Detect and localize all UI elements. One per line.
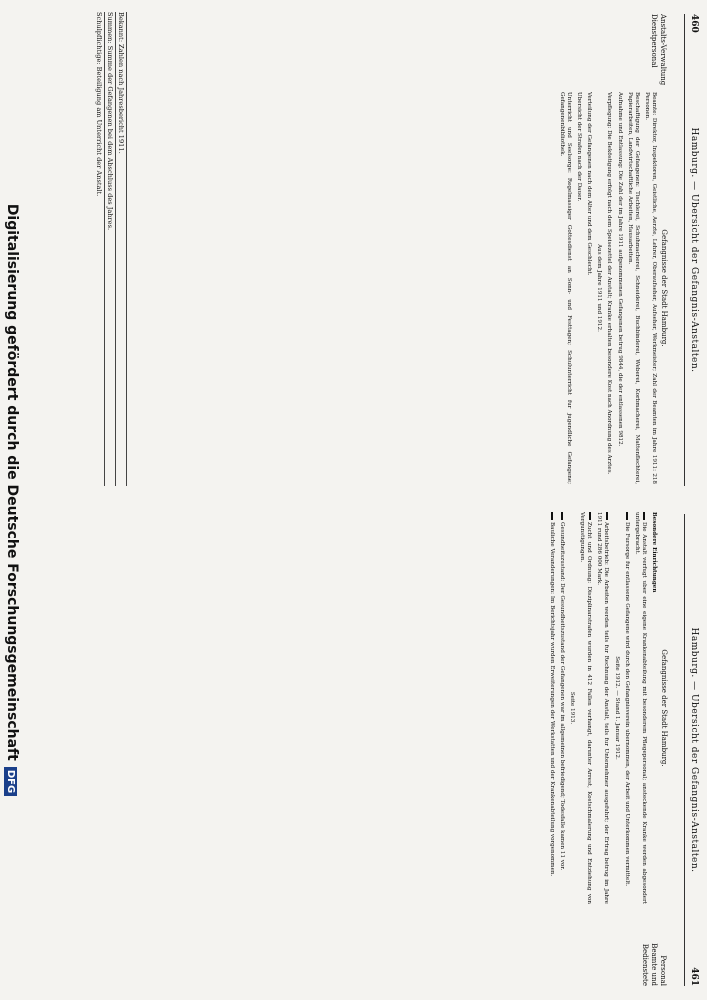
right-paragraph-text: Bauliche Veranderungen: Im Berichtsjahr wurden Erweiterungen der Werkstatten und der Krankenabteilung vorgenommen. xyxy=(548,522,555,877)
left-paragraph: Ubersicht der Strafen nach der Dauer. xyxy=(576,92,583,202)
left-paragraph: Beamte: Direktor, Inspektoren, Geistliche, Aerzte, Lehrer, Oberaufseher, Aufseher, Werkmeister; Zahl der Beamten im Jahre 1911: 218 Personen. xyxy=(643,92,657,484)
left-footnotes xyxy=(94,12,127,486)
right-side-labels xyxy=(640,914,667,986)
right-paragraph xyxy=(595,512,609,904)
left-side-label: Dienstpersonal xyxy=(650,14,658,68)
left-paragraph: Aufnahme und Entlassung: Die Zahl der im Jahre 1911 aufgenommenen Gefangenen betrug 9844, die der entlassenen 9812. xyxy=(616,92,623,447)
right-side-label: Beamte und Bedienstete xyxy=(641,943,658,986)
left-header xyxy=(673,0,699,500)
dfg-logo-badge: DFG xyxy=(4,767,17,796)
left-body xyxy=(555,92,667,484)
right-paragraph xyxy=(548,512,555,904)
right-section-title: Besondere Einrichtungen xyxy=(650,512,657,593)
left-side-labels xyxy=(649,14,667,86)
right-paragraph-text: Zucht und Ordnung: Disziplinarstrafen wurden in 412 Fallen verhangt, darunter Arrest, Kostschmalerung und Entziehung von Vergunstigungen. xyxy=(579,512,593,904)
right-page xyxy=(0,500,707,1000)
left-paragraph: Unterricht und Seelsorge: Regelmassiger Gottesdienst an Sonn- und Festtagen; Schulunterricht fur jugendliche Gefangene; Gefangenenbibliothek. xyxy=(558,92,573,484)
right-heading: Gefangnisse der Stadt Hamburg. xyxy=(660,649,668,767)
right-paragraph-text: Die Fursorge fur entlassene Gefangene wird durch den Gefangnisverein ubernommen, der Arbeit und Unterkommen vermittelt. xyxy=(623,522,630,887)
right-paragraph-text: Die Anstalt verfugt uber eine eigene Krankenabteilung mit besonderem Pflegepersonal; ansteckende Kranke werden abgesondert untergebracht. xyxy=(633,512,647,904)
footnote-row: Summen: Summe der Gefangenen bei dem Abschluss des Jahres. xyxy=(105,12,116,486)
right-paragraph: Seite 1913. xyxy=(569,691,576,725)
credit-text: Digitalisierung gefördert durch die Deutsche Forschungsgemeinschaft xyxy=(4,203,20,761)
right-paragraph xyxy=(558,512,565,904)
right-page-number: 461 xyxy=(689,967,699,986)
footnote-row: Schulpflichtige: Beteiligung am Unterricht der Anstalt. xyxy=(94,12,105,486)
left-paragraph: Aus dem Jahre 1911 und 1912. xyxy=(596,244,603,332)
right-paragraph xyxy=(633,512,647,904)
right-paragraph-text: Gesundheitszustand: Der Gesundheitszustand der Gefangenen war im allgemeinen befriedigend; Todesfalle kamen 11 vor. xyxy=(558,522,565,871)
footnote-row: Bekannt: Zahlen nach Jahresbericht 1911. xyxy=(116,12,127,486)
digitization-credit xyxy=(4,0,20,1000)
right-paragraph xyxy=(623,512,630,904)
left-running-title: Hamburg. — Ubersicht der Gefangnis-Anstalten. xyxy=(689,127,699,373)
right-paragraph-text: Arbeitsbetrieb: Die Arbeiten werden teils fur Rechnung der Anstalt, teils fur Unternehmer ausgefuhrt; der Ertrag betrug im Jahre 1911 rund 286 000 Mark. xyxy=(596,512,610,904)
right-paragraph: Seite 1912. — Stand 1. Januar 1912. xyxy=(613,656,620,760)
left-paragraph: Verteilung der Gefangenen nach dem Alter und dem Geschlecht. xyxy=(586,92,593,276)
left-side-label: Anstalts-Verwaltung xyxy=(659,14,667,86)
right-paragraph xyxy=(578,512,592,904)
right-header xyxy=(673,500,699,1000)
right-header-rule xyxy=(684,514,685,986)
right-running-title: Hamburg. — Ubersicht der Gefangnis-Anstalten. xyxy=(689,627,699,873)
left-paragraph: Beschaftigung der Gefangenen: Tischlerei, Schuhmacherei, Schneiderei, Buchbinderei, Weberei, Korbmacherei, Mattenflechterei, Papierarbeiten, Landwirtschaftliche Arbeiten, Hausarbeiten. xyxy=(626,92,640,484)
right-side-label: Personal xyxy=(659,955,667,986)
left-header-rule xyxy=(684,14,685,486)
left-heading: Gefangnisse der Stadt Hamburg. xyxy=(660,229,668,347)
left-page-number: 460 xyxy=(689,14,699,33)
left-paragraph: Verpflegung: Die Beköstigung erfolgt nach dem Speisezettel der Anstalt; Kranke erhalten besondere Kost nach Anordnung des Arztes. xyxy=(606,92,613,475)
right-body xyxy=(545,512,667,904)
